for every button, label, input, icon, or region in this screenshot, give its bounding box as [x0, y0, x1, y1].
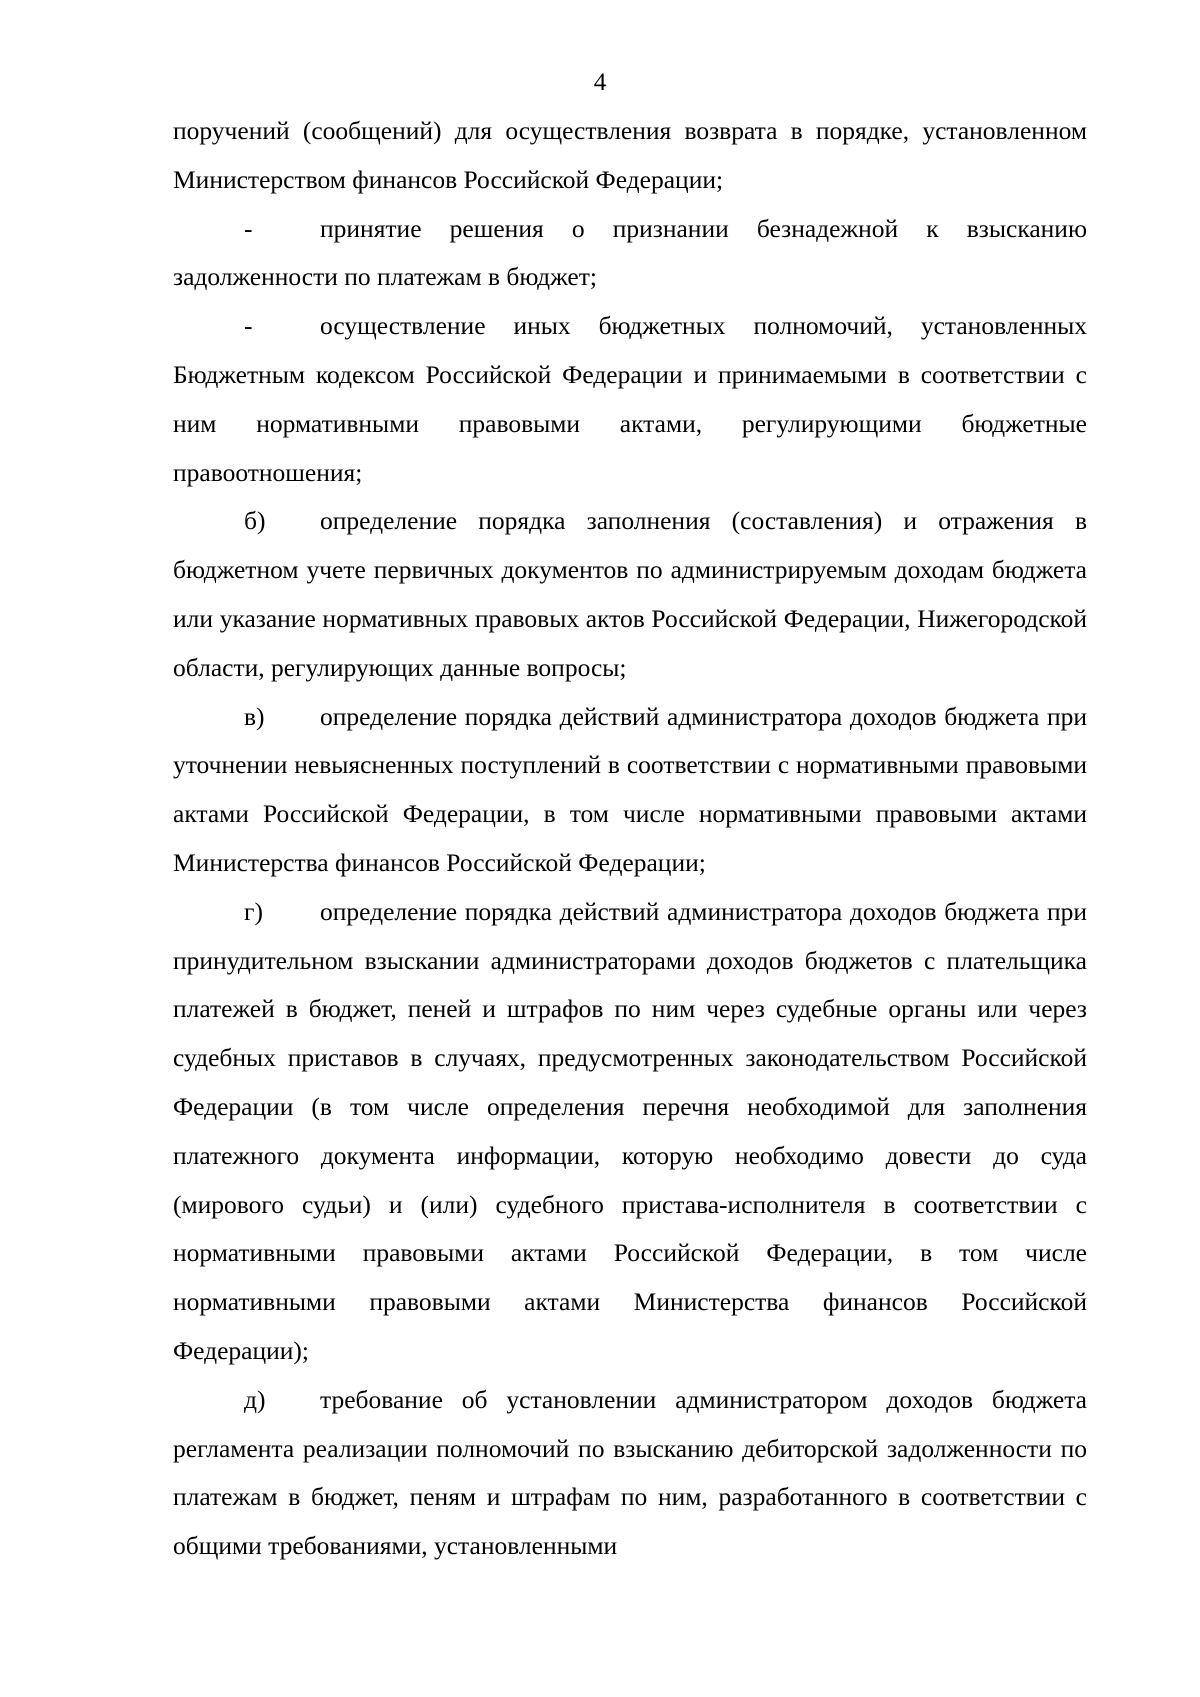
list-marker: -	[244, 311, 253, 341]
paragraph-text: требование об установлении администратором доходов бюджета регламента реализации полномочий по взысканию дебиторской задолженности по платежам в бюджет, пеням и штрафам по ним, разработанного в соответствии с общими требованиями, установленными	[173, 1384, 1087, 1561]
list-marker: б)	[244, 506, 266, 536]
list-marker: -	[244, 213, 253, 243]
list-item-dash-1	[173, 205, 1087, 303]
paragraph-text: поручений (сообщений) для осуществления возврата в порядке, установленном Министерством финансов Российской Федерации;	[173, 116, 1087, 194]
list-item-g	[173, 888, 1087, 1376]
list-item-dash-2	[173, 302, 1087, 497]
page-number: 4	[593, 69, 607, 96]
paragraph-text: принятие решения о признании безнадежной к взысканию задолженности по платежам в бюджет;	[173, 213, 1087, 292]
list-item-v	[173, 693, 1087, 888]
paragraph-text: определение порядка действий администратора доходов бюджета при принудительном взыскании администраторами доходов бюджетов с плательщика платежей в бюджет, пеней и штрафов по ним через судебные органы или через судебных приставов в случаях, предусмотренных законодательством Российской Федерации (в том числе определения перечня необходимой для заполнения платежного документа информации, которую необходимо довести до суда (мирового судьи) и (или) судебного пристава-исполнителя в соответствии с нормативными правовыми актами Российской Федерации, в том числе нормативными правовыми актами Министерства финансов Российской Федерации);	[173, 896, 1087, 1365]
paragraph-continuation	[173, 107, 1087, 205]
list-item-d	[173, 1376, 1087, 1571]
paragraph-text: определение порядка действий администратора доходов бюджета при уточнении невыясненных поступлений в соответствии с нормативными правовыми актами Российской Федерации, в том числе нормативными правовыми актами Министерства финансов Российской Федерации;	[173, 701, 1087, 877]
list-marker: д)	[244, 1384, 266, 1414]
paragraph-text: определение порядка заполнения (составления) и отражения в бюджетном учете первичных документов по администрируемым доходам бюджета или указание нормативных правовых актов Российской Федерации, Нижегородской области, регулирующих данные вопросы;	[173, 506, 1087, 682]
document-body	[173, 107, 1087, 1571]
paragraph-text: осуществление иных бюджетных полномочий, установленных Бюджетным кодексом Российской Федерации и принимаемыми в соответствии с ним нормативными правовыми актами, регулирующими бюджетные правоотношения;	[173, 311, 1087, 487]
list-marker: г)	[244, 896, 263, 926]
list-item-b	[173, 497, 1087, 692]
list-marker: в)	[244, 701, 265, 731]
